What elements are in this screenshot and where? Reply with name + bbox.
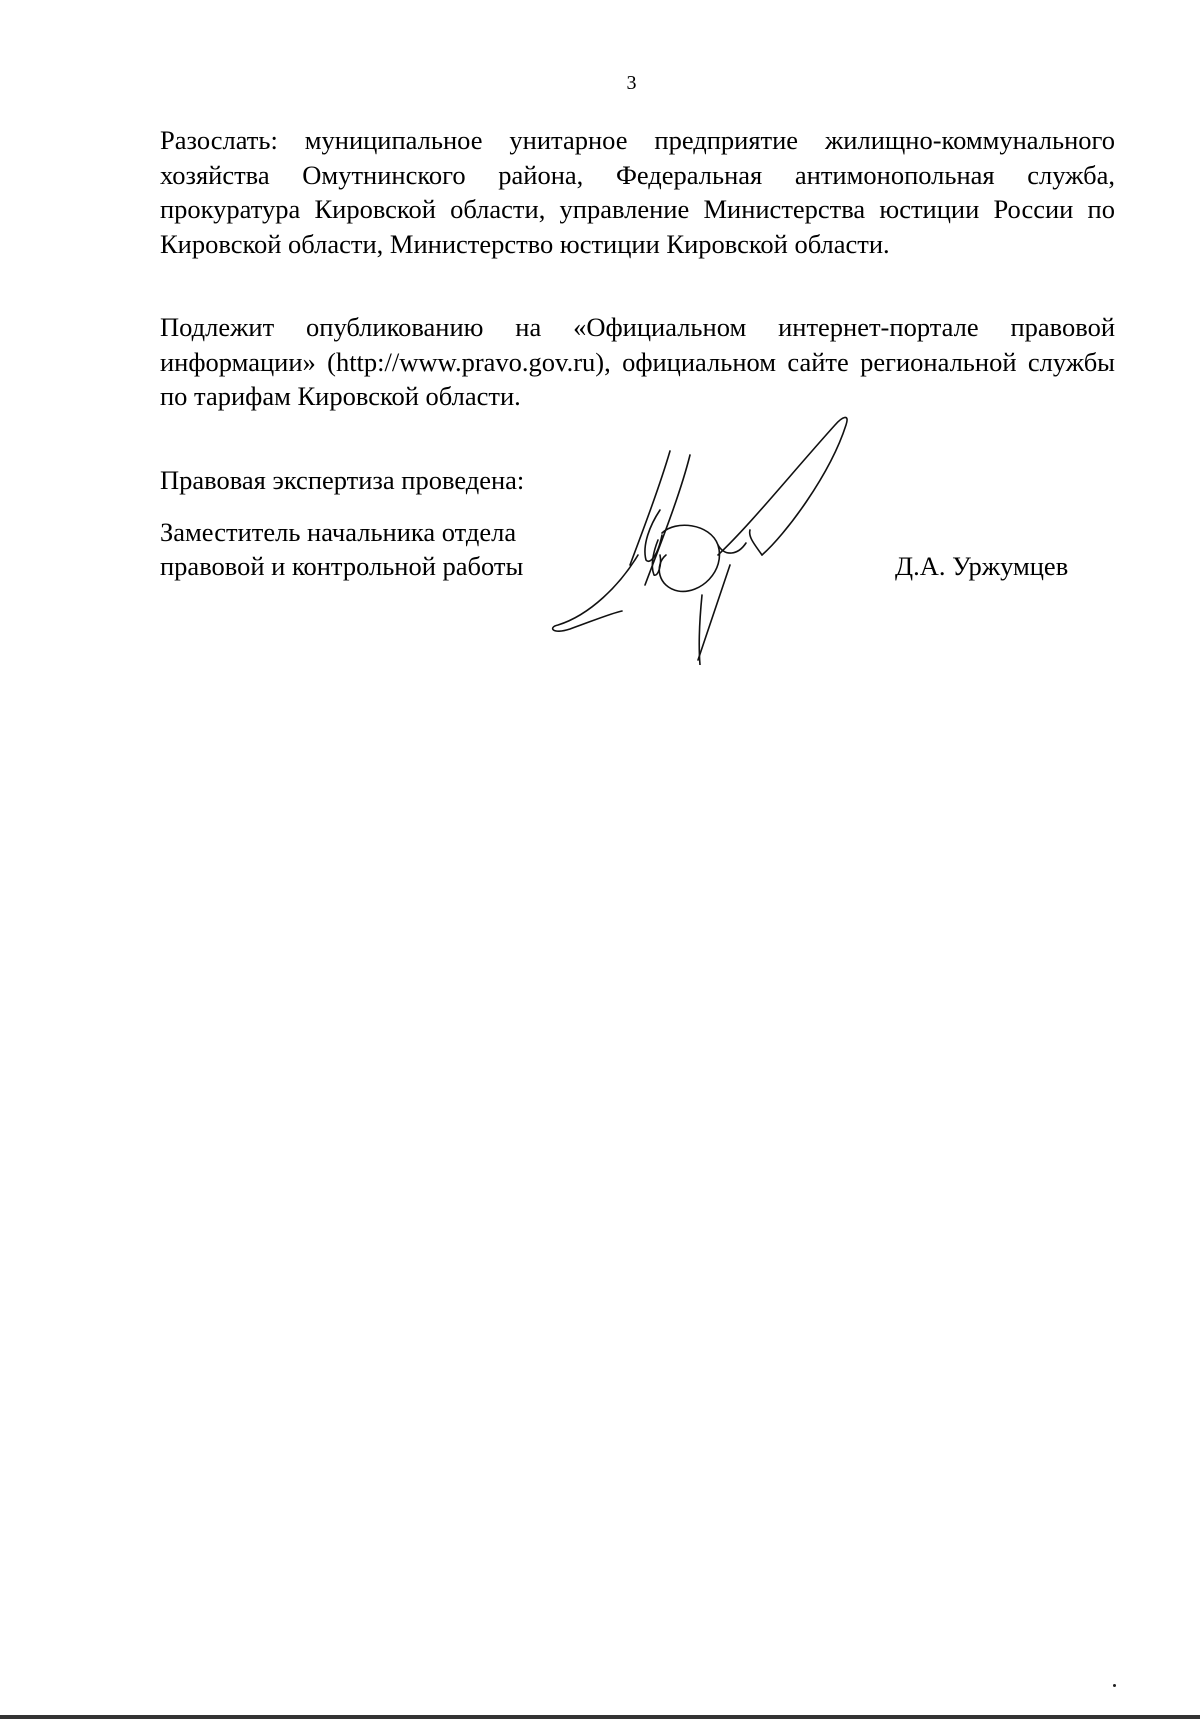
signer-position-line-1: Заместитель начальника отдела [160,517,517,547]
scan-dot [1113,1684,1116,1687]
distribution-paragraph: Разослать: муниципальное унитарное предприятие жилищно-коммунального хозяйства Омутнинского района, Федеральная антимонопольная служба, прокуратура Кировской области, управление Министерства юстиции России по Кировской области, Министерство юстиции Кировской области. [160,125,1115,259]
page-number: 3 [626,72,637,94]
handwritten-signature [550,415,910,665]
signer-position-line-2: правовой и контрольной работы [160,551,524,581]
signer-name: Д.А. Уржумцев [895,551,1069,581]
publication-paragraph: Подлежит опубликованию на «Официальном интернет-портале правовой информации» (http://www.pravo.gov.ru), официальном сайте региональной службы по тарифам Кировской области. [160,312,1115,411]
legal-review-heading: Правовая экспертиза проведена: [160,465,525,495]
scan-bottom-edge [0,1715,1200,1719]
